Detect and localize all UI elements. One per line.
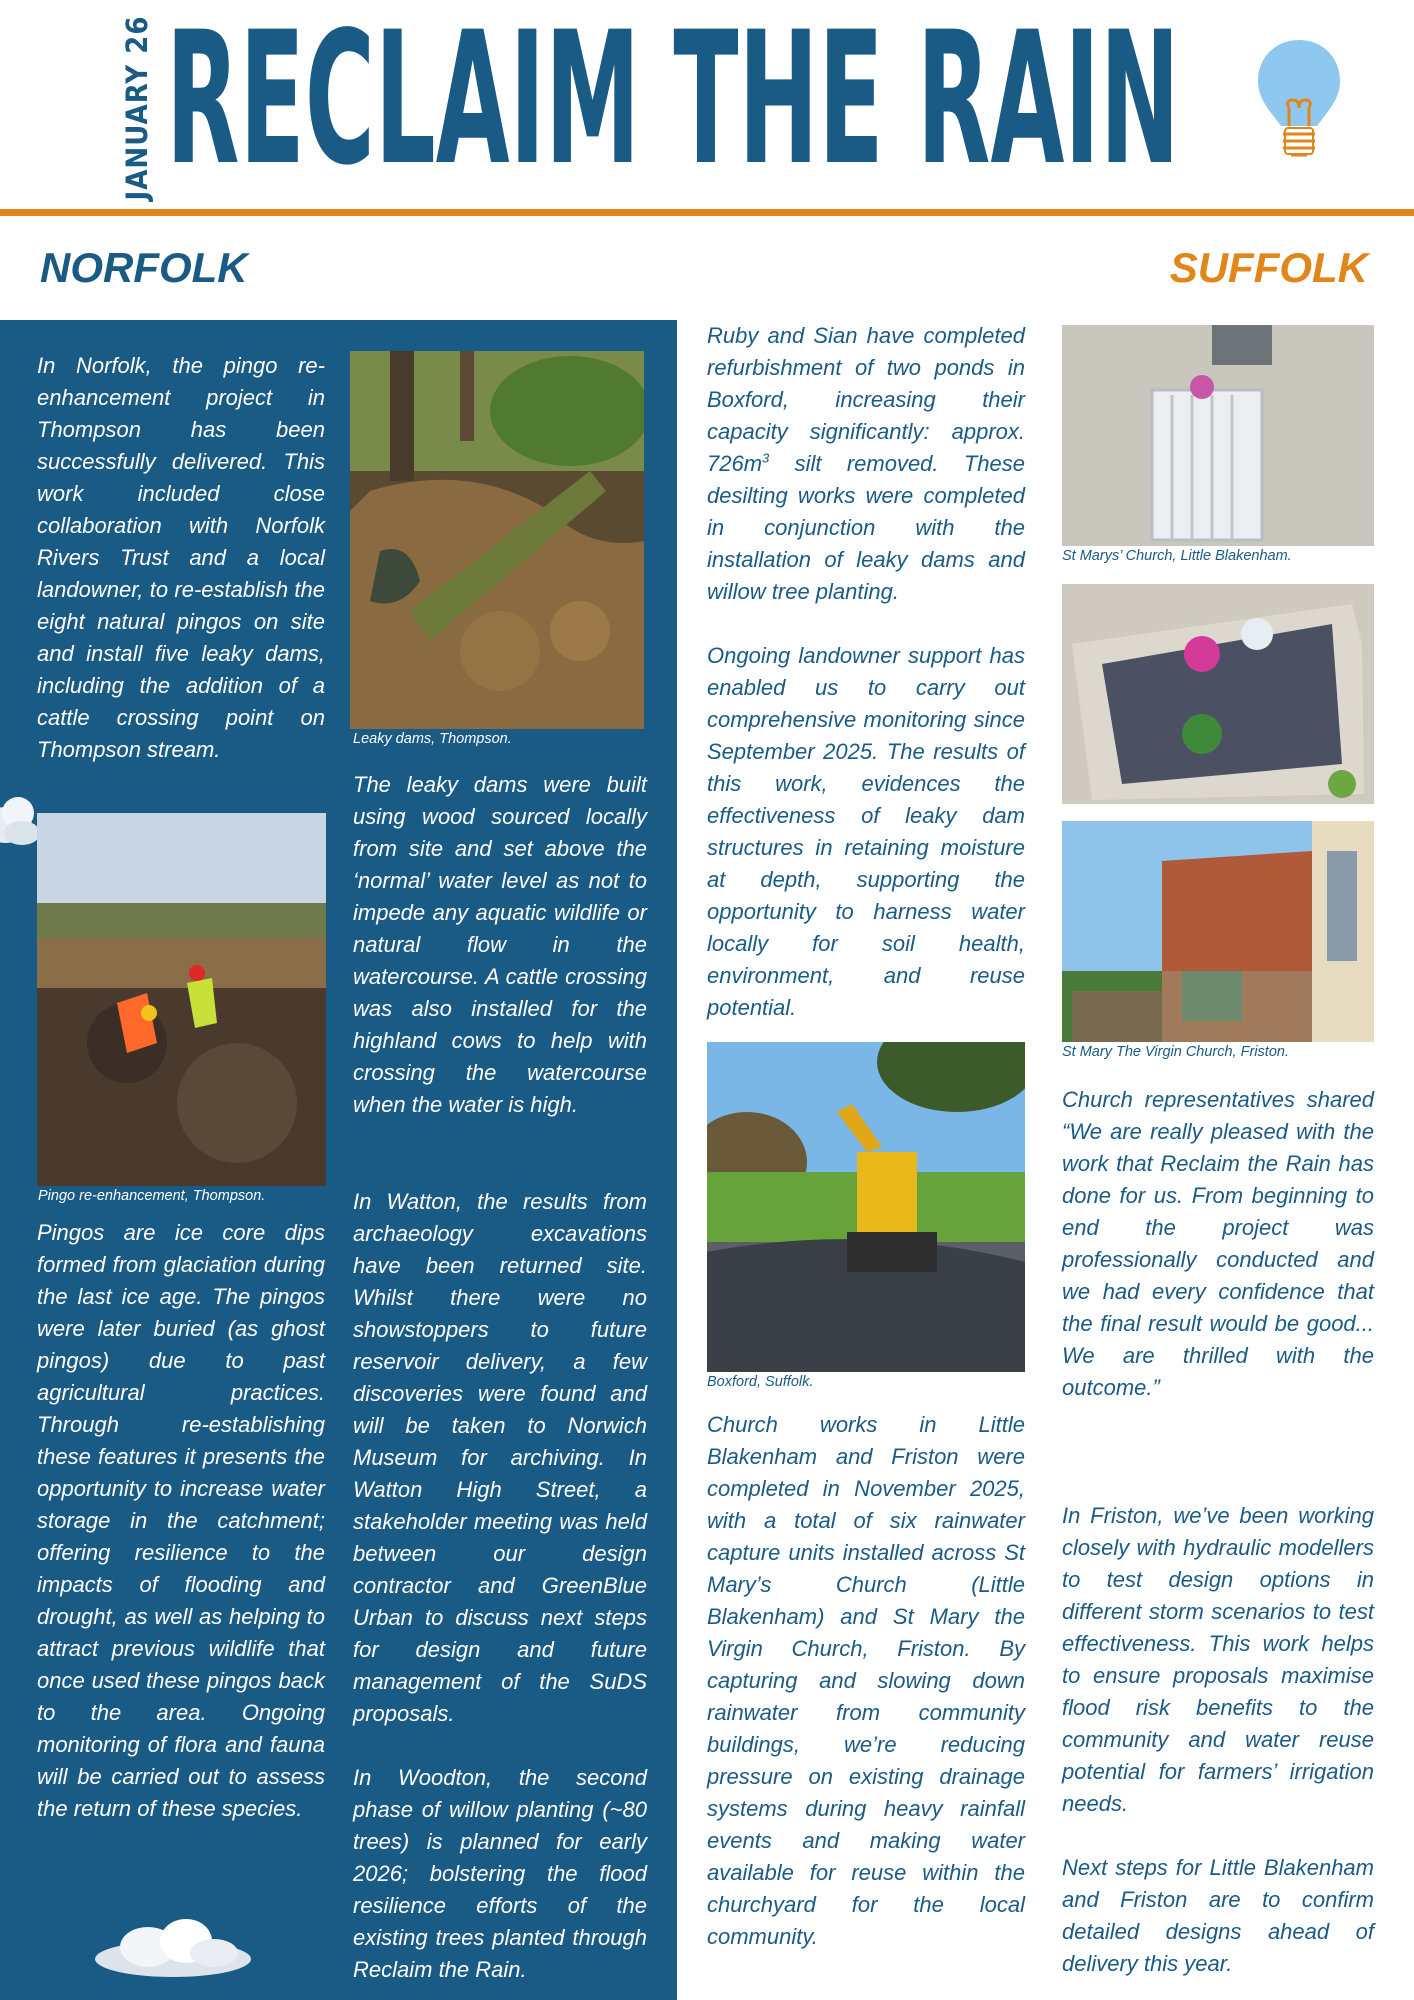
friston-photo xyxy=(1062,821,1374,1042)
watton-text: In Watton, the results from archaeology excavations have been returned site. Whilst there were no showstoppers to future reservoir delivery, a few discoveries were found and will be taken to Norwich Museum for archiving. In Watton High Street, a stakeholder meeting was held between our design contractor and GreenBlue Urban to discuss next steps for design and future management of the SuDS proposals. xyxy=(353,1189,647,1726)
leaky-dams-text: The leaky dams were built using wood sourced locally from site and set above the ‘normal’ water level as not to impede any aquatic wildlife or natural flow in the watercourse. A cattle crossing was also installed for the highland cows to help with crossing the watercourse when the water is high. xyxy=(353,772,647,1117)
leaky-dams-caption: Leaky dams, Thompson. xyxy=(353,731,512,747)
header-divider xyxy=(0,209,1414,216)
friston-text: In Friston, we’ve been working closely with hydraulic modellers to test design options in different storm scenarios to test effectiveness. This work helps to ensure proposals maximise flood risk benefits to the community and water reuse potential for farmers’ irrigation needs. xyxy=(1062,1503,1374,1816)
boxford-photo xyxy=(707,1042,1025,1372)
little-blakenham-caption: St Marys’ Church, Little Blakenham. xyxy=(1062,548,1292,564)
pingo-caption: Pingo re-enhancement, Thompson. xyxy=(38,1188,266,1204)
cloud-decoration-icon xyxy=(88,1915,258,1983)
little-blakenham-photo xyxy=(1062,325,1374,546)
church-quote-text: Church representatives shared “We are really pleased with the work that Reclaim the Rain has done for us. From beginning to end the project was professionally conducted and we had every confidence that the final result would be good... We are thrilled with the outcome.” xyxy=(1062,1087,1374,1400)
boxford-ponds-text: Ruby and Sian have completed refurbishment of two ponds in Boxford, increasing their capacity significantly: approx. $726m^3$ silt removed. These desilting works were completed in conjunction with the installation of leaky dams and willow tree planting. xyxy=(707,323,1025,604)
issue-date: JANUARY 26 xyxy=(120,15,154,200)
church-works-text: Church works in Little Blakenham and Friston were completed in November 2025, with a total of six rainwater capture units installed across St Mary’s Church (Little Blakenham) and St Mary the Virgin Church, Friston. By capturing and slowing down rainwater from community buildings, we’re reducing pressure on existing drainage systems during heavy rainfall events and making water available for reuse within the churchyard for the local community. xyxy=(707,1412,1025,1949)
planter-photo xyxy=(1062,584,1374,804)
monitoring-text: Ongoing landowner support has enabled us to carry out comprehensive monitoring since September 2025. The results of this work, evidences the effectiveness of leaky dam structures in retaining moisture at depth, supporting the opportunity to harness water locally for soil health, environment, and reuse potential. xyxy=(707,643,1025,1020)
lightbulb-icon xyxy=(1255,38,1343,173)
region-heading-norfolk: NORFOLK xyxy=(40,244,248,291)
pingos-text: Pingos are ice core dips formed from glaciation during the last ice age. The pingos were later buried (as ghost pingos) due to past agricultural practices. Through re-establishing these features it presents the opportunity to increase water storage in the catchment; offering resilience to the impacts of flooding and drought, as well as helping to attract previous wildlife that once used these pingos back to the area. Ongoing monitoring of flora and fauna will be carried out to assess the return of these species. xyxy=(37,1220,325,1821)
friston-caption: St Mary The Virgin Church, Friston. xyxy=(1062,1044,1289,1060)
boxford-caption: Boxford, Suffolk. xyxy=(707,1374,814,1390)
pingo-photo xyxy=(37,813,326,1186)
newsletter-title: RECLAIM THE RAIN xyxy=(166,0,1180,206)
leaky-dams-photo xyxy=(350,351,644,729)
norfolk-intro-text: In Norfolk, the pingo re-enhancement project in Thompson has been successfully delivered. This work included close collaboration with Norfolk Rivers Trust and a local landowner, to re-establish the eight natural pingos on site and install five leaky dams, including the addition of a cattle crossing point on Thompson stream. xyxy=(37,353,325,762)
next-steps-text: Next steps for Little Blakenham and Friston are to confirm detailed designs ahead of delivery this year. xyxy=(1062,1855,1374,1976)
woodton-text: In Woodton, the second phase of willow planting (~80 trees) is planned for early 2026; bolstering the flood resilience efforts of the existing trees planted through Reclaim the Rain. xyxy=(353,1765,647,1982)
region-heading-suffolk: SUFFOLK xyxy=(1169,244,1368,291)
